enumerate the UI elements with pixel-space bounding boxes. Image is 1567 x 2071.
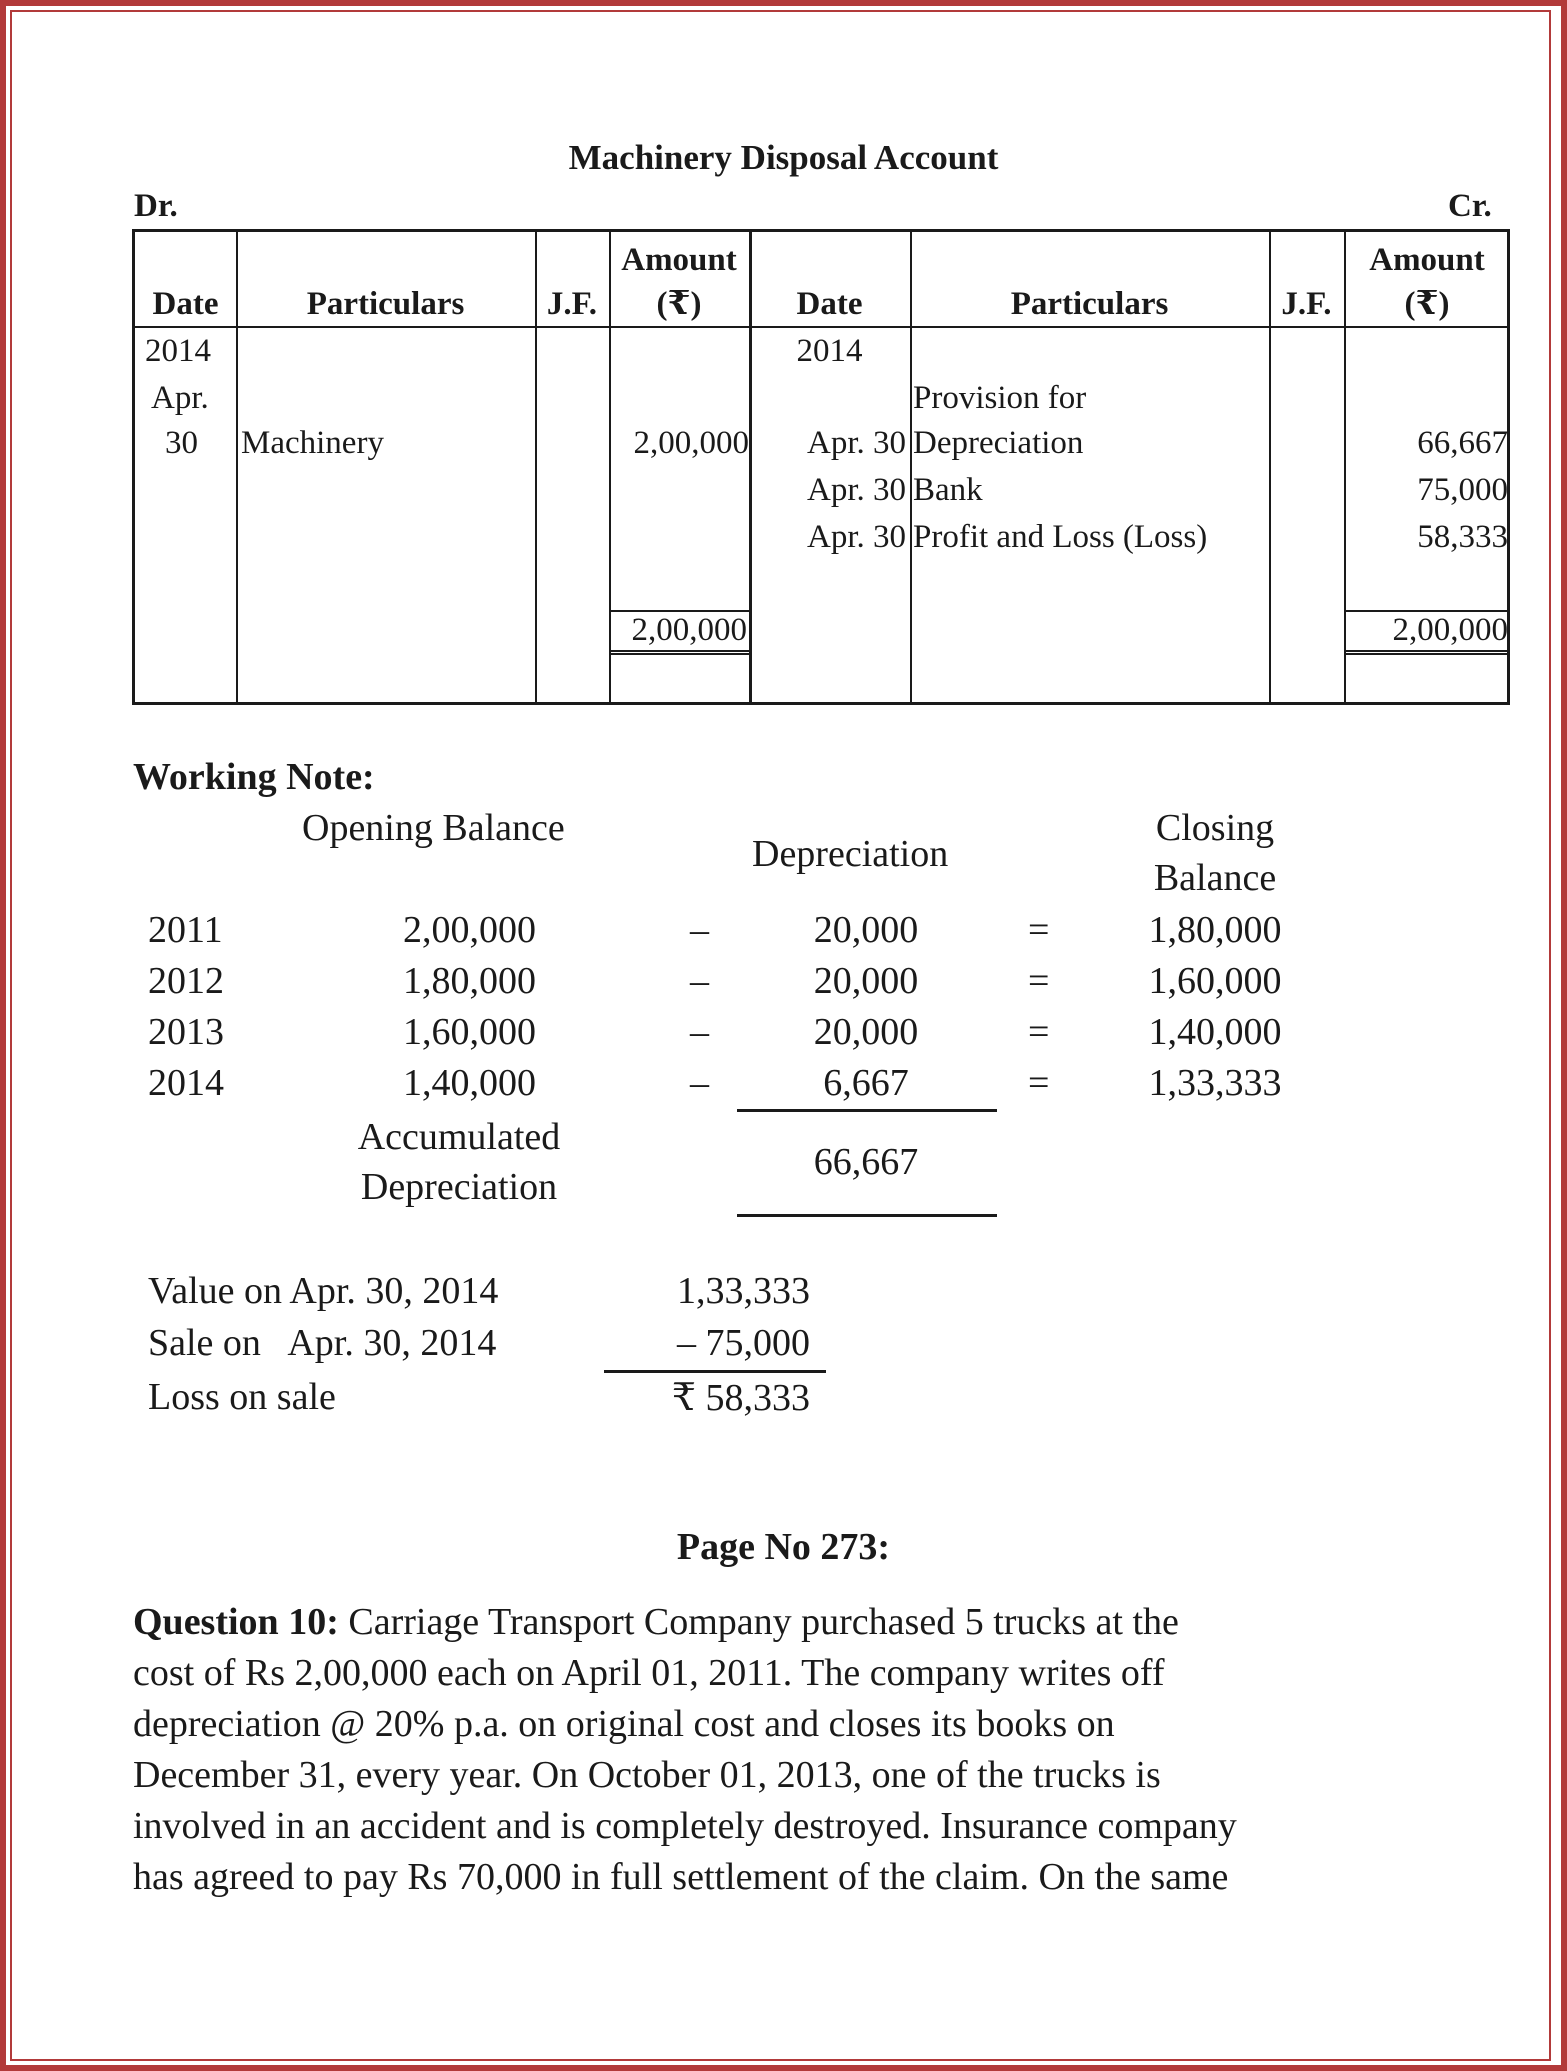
row-opening: 1,40,000 <box>403 1062 536 1104</box>
header-amount-dr: Amount <box>621 242 737 278</box>
debit-day: 30 <box>165 425 198 461</box>
question-line: depreciation @ 20% p.a. on original cost and closes its books on <box>133 1703 1115 1745</box>
row-year: 2014 <box>148 1062 224 1104</box>
debit-total: 2,00,000 <box>609 610 749 655</box>
credit-date: Apr. 30 <box>807 425 906 461</box>
summary-value: – 75,000 <box>677 1322 810 1364</box>
credit-particulars: Profit and Loss (Loss) <box>913 519 1208 555</box>
header-date-dr: Date <box>152 286 219 322</box>
sum-rule-top <box>737 1109 997 1112</box>
row-minus: – <box>690 960 709 1002</box>
credit-particulars-line2: Depreciation <box>913 425 1084 461</box>
header-particulars-dr: Particulars <box>306 286 465 322</box>
ledger-table <box>132 229 1510 705</box>
row-minus: – <box>690 1011 709 1053</box>
question-line: December 31, every year. On October 01, 2013, one of the trucks is <box>133 1754 1161 1796</box>
header-amount-unit-dr: (₹) <box>656 286 702 322</box>
question-label: Question 10: <box>133 1601 339 1643</box>
header-jf-cr: J.F. <box>1281 286 1332 322</box>
summary-rule <box>604 1370 826 1373</box>
header-particulars-cr: Particulars <box>1010 286 1169 322</box>
row-depreciation: 20,000 <box>813 909 919 951</box>
header-jf-dr: J.F. <box>546 286 598 322</box>
working-note-heading: Working Note: <box>133 756 375 798</box>
page-number: Page No 273: <box>676 1526 891 1568</box>
credit-particulars: Bank <box>913 472 983 508</box>
credit-amount: 58,333 <box>1417 519 1508 555</box>
row-year: 2011 <box>148 909 223 951</box>
sum-rule-bottom <box>737 1214 997 1217</box>
accumulated-label-line2: Depreciation <box>360 1166 558 1208</box>
row-opening: 1,80,000 <box>403 960 536 1002</box>
col-depreciation: Depreciation <box>752 833 949 875</box>
header-amount-cr: Amount <box>1369 242 1485 278</box>
header-amount-unit-cr: (₹) <box>1404 286 1450 322</box>
header-date-cr: Date <box>796 286 863 322</box>
row-minus: – <box>690 909 709 951</box>
row-closing: 1,60,000 <box>1148 960 1282 1002</box>
accumulated-value: 66,667 <box>813 1141 919 1183</box>
credit-year: 2014 <box>796 333 863 369</box>
row-opening: 2,00,000 <box>403 909 536 951</box>
credit-date: Apr. 30 <box>807 472 906 508</box>
debit-month: Apr. <box>151 380 209 416</box>
row-depreciation: 20,000 <box>813 960 919 1002</box>
row-closing: 1,80,000 <box>1148 909 1282 951</box>
credit-particulars-line1: Provision for <box>913 380 1087 416</box>
accumulated-label-line1: Accumulated <box>357 1116 561 1158</box>
debit-particulars: Machinery <box>241 425 384 461</box>
summary-label: Sale on Apr. 30, 2014 <box>148 1322 497 1364</box>
row-minus: – <box>690 1062 709 1104</box>
row-closing: 1,40,000 <box>1148 1011 1282 1053</box>
question-text: Carriage Transport Company purchased 5 trucks at the <box>338 1601 1179 1643</box>
credit-date: Apr. 30 <box>807 519 906 555</box>
question-line: has agreed to pay Rs 70,000 in full settlement of the claim. On the same <box>133 1856 1229 1898</box>
summary-value: 1,33,333 <box>677 1270 810 1312</box>
summary-label: Loss on sale <box>148 1376 336 1418</box>
row-year: 2012 <box>148 960 224 1002</box>
row-equals: = <box>1028 960 1050 1002</box>
debit-year: 2014 <box>145 333 211 369</box>
credit-amount: 66,667 <box>1417 425 1508 461</box>
row-equals: = <box>1028 1011 1050 1053</box>
account-title: Machinery Disposal Account <box>568 138 999 177</box>
row-opening: 1,60,000 <box>403 1011 536 1053</box>
col-closing-line2: Balance <box>1153 857 1277 899</box>
credit-total: 2,00,000 <box>1344 610 1510 655</box>
row-year: 2013 <box>148 1011 224 1053</box>
question-paragraph <box>133 1597 1433 1903</box>
dr-label: Dr. <box>134 188 178 224</box>
header-rule <box>135 326 1507 328</box>
credit-amount: 75,000 <box>1417 472 1508 508</box>
row-closing: 1,33,333 <box>1148 1062 1282 1104</box>
col-opening-balance: Opening Balance <box>302 807 565 849</box>
row-equals: = <box>1028 909 1050 951</box>
row-equals: = <box>1028 1062 1050 1104</box>
question-line: cost of Rs 2,00,000 each on April 01, 2011. The company writes off <box>133 1652 1165 1694</box>
cr-label: Cr. <box>1448 188 1492 224</box>
row-depreciation: 20,000 <box>813 1011 919 1053</box>
question-line <box>133 1597 1433 1648</box>
debit-amount: 2,00,000 <box>633 425 749 461</box>
question-line: involved in an accident and is completely destroyed. Insurance company <box>133 1805 1237 1847</box>
row-depreciation: 6,667 <box>823 1062 909 1104</box>
summary-label: Value on Apr. 30, 2014 <box>148 1270 499 1312</box>
col-closing-line1: Closing <box>1155 807 1275 849</box>
summary-value: ₹ 58,333 <box>671 1377 810 1419</box>
